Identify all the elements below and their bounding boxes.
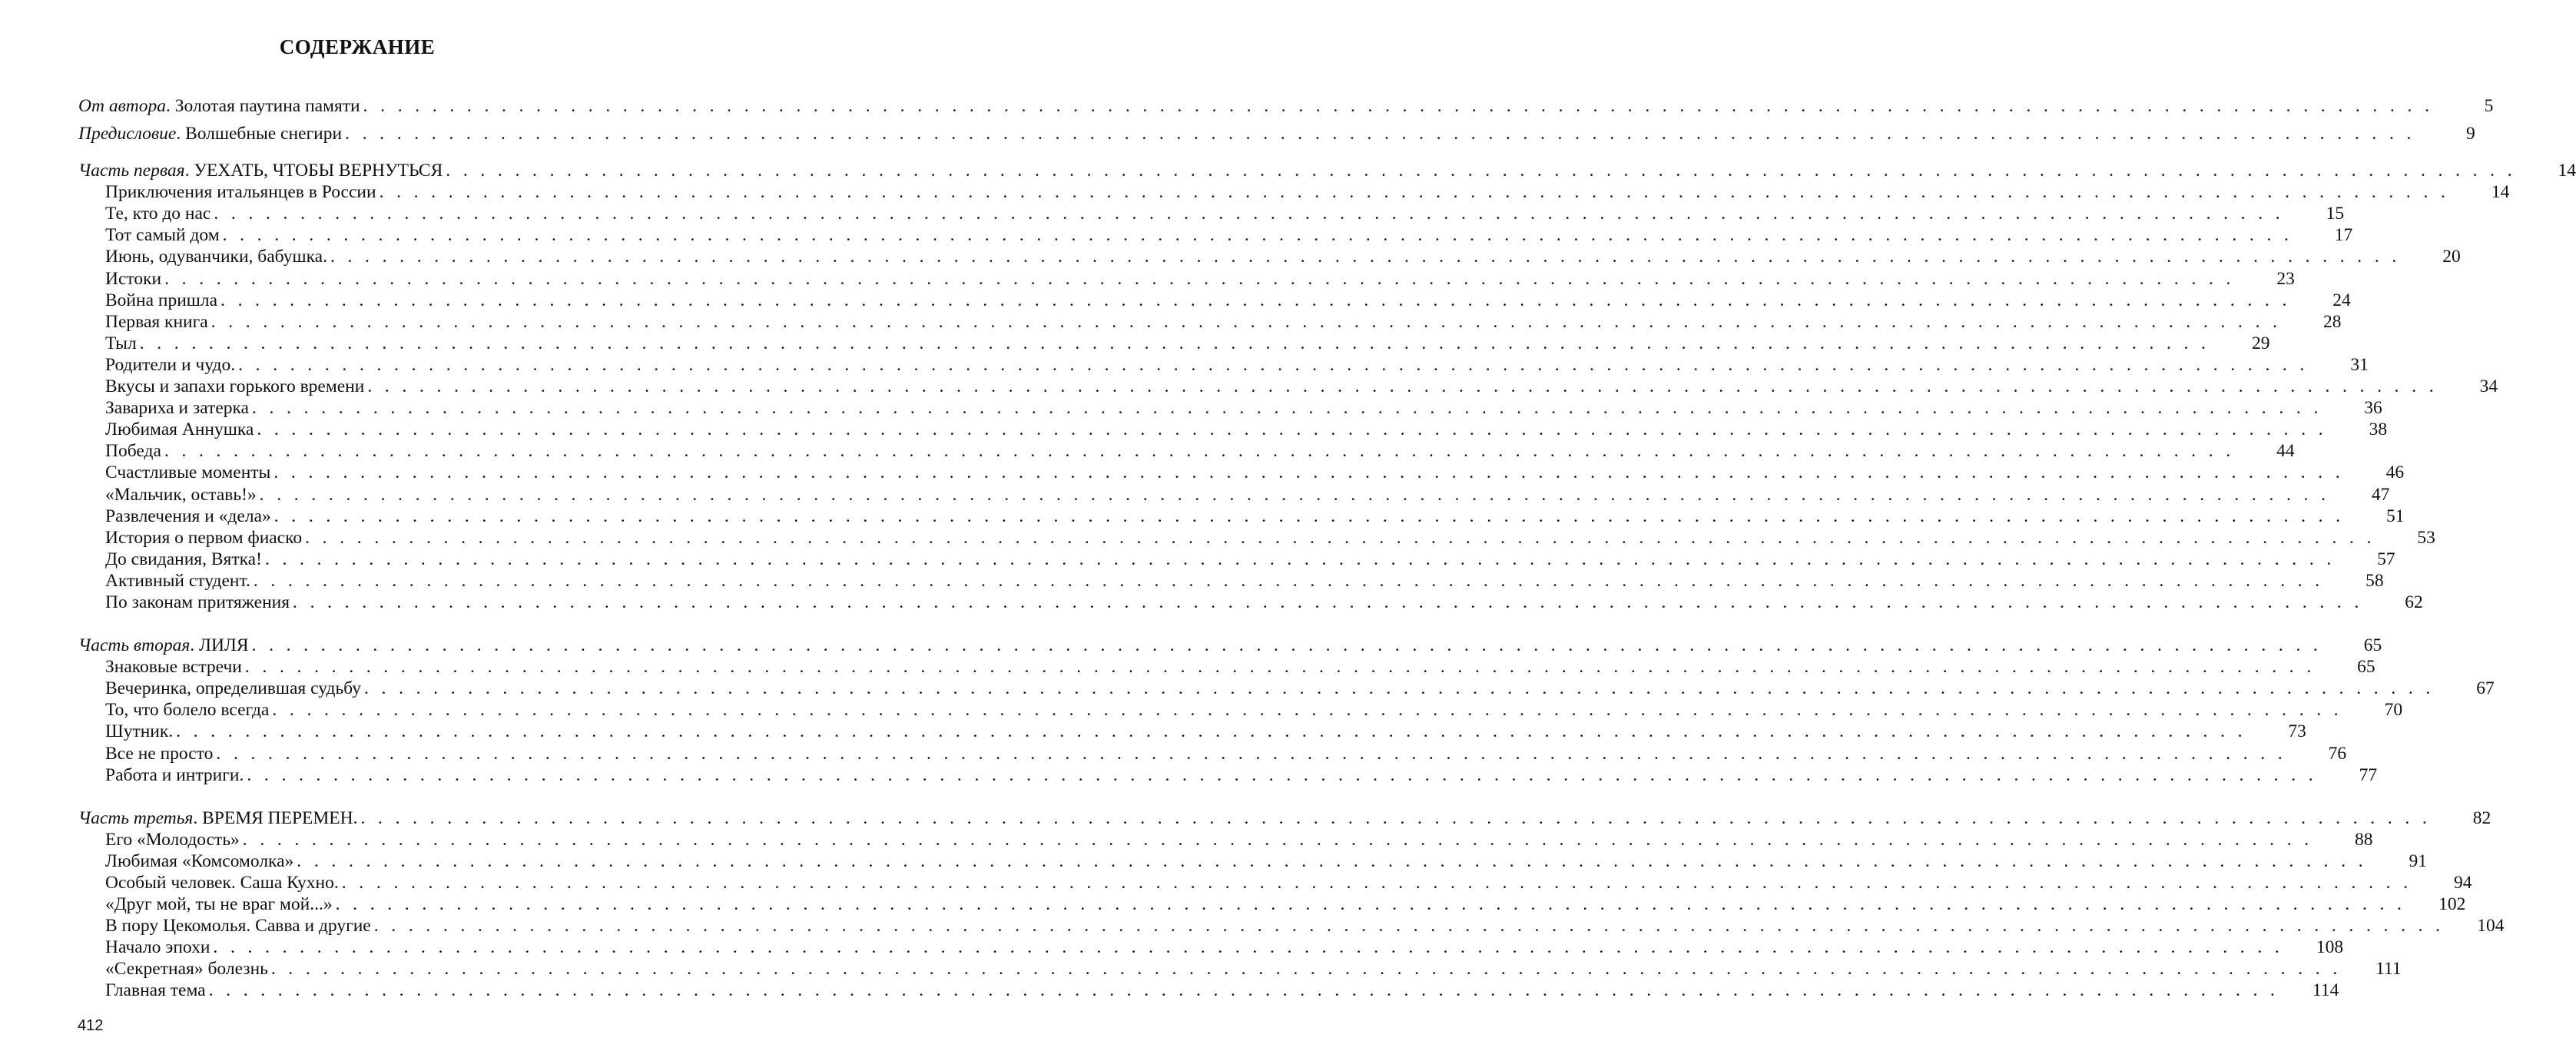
dot-leader: . . . . . . . . . . . . . . . . . . . . . . . . . . . . . . . . . . . . . . . . . . . . . . . . . . . . . . . . . . . . . . . . . . . . . . . . . . . . . . . . . . . . . . . . . . . . . . . . . . . . . . . . . . . . . . . . . . . . . . . . <box>264 549 2336 569</box>
dot-leader: . . . . . . . . . . . . . . . . . . . . . . . . . . . . . . . . . . . . . . . . . . . . . . . . . . . . . . . . . . . . . . . . . . . . . . . . . . . . . . . . . . . . . . . . . . . . . . . . . . . . . . . . . . . . . . . . . . . . . . . . <box>253 570 2324 591</box>
entry-text: До свидания, Вятка! <box>105 549 262 569</box>
chapter-entry <box>78 980 2339 1001</box>
chapter-entry <box>78 958 2402 980</box>
entry-title <box>105 181 376 203</box>
chapter-entry <box>78 699 2403 721</box>
entry-title <box>105 290 217 311</box>
dot-leader: . . . . . . . . . . . . . . . . . . . . . . . . . . . . . . . . . . . . . . . . . . . . . . . . . . . . . . . . . . . . . . . . . . . . . . . . . . . . . . . . . . . . . . . . . . . . . . . . . . . . . . . . . . . . . . . . . . . . . . . . <box>214 204 2285 224</box>
entry-page-number: 5 <box>2484 96 2494 116</box>
entry-page-number: 34 <box>2479 376 2498 397</box>
dot-leader: . . . . . . . . . . . . . . . . . . . . . . . . . . . . . . . . . . . . . . . . . . . . . . . . . . . . . . . . . . . . . . . . . . . . . . . . . . . . . . . . . . . . . . . . . . . . . . . . . . . . . . . . . . . . . . . . . . . . . . . . <box>257 419 2328 440</box>
entry-text: . Золотая паутина памяти <box>166 96 360 116</box>
chapter-entry <box>78 376 2498 397</box>
dot-leader: . . . . . . . . . . . . . . . . . . . . . . . . . . . . . . . . . . . . . . . . . . . . . . . . . . . . . . . . . . . . . . . . . . . . . . . . . . . . . . . . . . . . . . . . . . . . . . . . . . . . . . . . . . . . . . . . . . . . . . . . <box>379 182 2450 203</box>
entry-text: Война пришла <box>105 290 218 310</box>
entry-text: Главная тема <box>105 980 206 1001</box>
chapter-entry <box>78 850 2428 872</box>
entry-title <box>78 95 360 117</box>
dot-leader: . . . . . . . . . . . . . . . . . . . . . . . . . . . . . . . . . . . . . . . . . . . . . . . . . . . . . . . . . . . . . . . . . . . . . . . . . . . . . . . . . . . . . . . . . . . . . . . . . . . . . . . . . . . . . . . . . . . . . . . . <box>164 268 2235 289</box>
entry-title <box>105 937 210 958</box>
entry-text: . ВРЕМЯ ПЕРЕМЕН. <box>193 807 358 828</box>
entry-page-number: 111 <box>2375 959 2402 980</box>
entry-page-number: 76 <box>2328 743 2347 764</box>
entry-text: Завариха и затерка <box>105 398 249 419</box>
chapter-entry <box>78 397 2382 419</box>
dot-leader: . . . . . . . . . . . . . . . . . . . . . . . . . . . . . . . . . . . . . . . . . . . . . . . . . . . . . . . . . . . . . . . . . . . . . . . . . . . . . . . . . . . . . . . . . . . . . . . . . . . . . . . . . . . . . . . . . . . . . . . . <box>164 441 2235 462</box>
entry-title <box>105 224 220 246</box>
dot-leader: . . . . . . . . . . . . . . . . . . . . . . . . . . . . . . . . . . . . . . . . . . . . . . . . . . . . . . . . . . . . . . . . . . . . . . . . . . . . . . . . . . . . . . . . . . . . . . . . . . . . . . . . . . . . . . . . . . . . . . . . <box>274 463 2345 483</box>
part-heading <box>78 160 2576 181</box>
entry-title <box>105 721 173 742</box>
entry-text: Победа <box>105 441 161 462</box>
entry-text: Тот самый дом <box>105 225 220 246</box>
chapter-entry <box>78 721 2306 742</box>
entry-text: Первая книга <box>105 311 208 332</box>
entry-page-number: 65 <box>2357 657 2375 678</box>
entry-title <box>105 527 302 549</box>
entry-page-number: 67 <box>2476 678 2495 699</box>
entry-title <box>105 850 293 872</box>
chapter-entry <box>78 203 2345 224</box>
entry-text: Вечеринка, определившая судьбу <box>105 678 361 699</box>
dot-leader: . . . . . . . . . . . . . . . . . . . . . . . . . . . . . . . . . . . . . . . . . . . . . . . . . . . . . . . . . . . . . . . . . . . . . . . . . . . . . . . . . . . . . . . . . . . . . . . . . . . . . . . . . . . . . . . . . . . . . . . . <box>363 96 2434 116</box>
entry-page-number: 38 <box>2369 419 2388 440</box>
entry-text: Тыл <box>105 333 137 353</box>
dot-leader: . . . . . . . . . . . . . . . . . . . . . . . . . . . . . . . . . . . . . . . . . . . . . . . . . . . . . . . . . . . . . . . . . . . . . . . . . . . . . . . . . . . . . . . . . . . . . . . . . . . . . . . . . . . . . . . . . . . . . . . . <box>360 807 2432 828</box>
entry-prefix: От автора <box>78 96 166 116</box>
entry-page-number: 73 <box>2288 721 2306 742</box>
entry-text: . Волшебные снегири <box>176 124 343 144</box>
chapter-entry <box>78 829 2373 850</box>
dot-leader: . . . . . . . . . . . . . . . . . . . . . . . . . . . . . . . . . . . . . . . . . . . . . . . . . . . . . . . . . . . . . . . . . . . . . . . . . . . . . . . . . . . . . . . . . . . . . . . . . . . . . . . . . . . . . . . . . . . . . . . . <box>247 764 2318 785</box>
entry-title <box>105 268 161 290</box>
entry-title <box>105 829 240 850</box>
chapter-entry <box>78 549 2395 570</box>
chapter-entry <box>78 937 2344 958</box>
chapter-entry <box>78 181 2510 203</box>
entry-page-number: 20 <box>2442 247 2461 267</box>
entry-page-number: 104 <box>2477 916 2505 937</box>
entry-title <box>105 203 211 224</box>
entry-text: Истоки <box>105 268 162 289</box>
entry-text: Приключения итальянцев в России <box>105 182 376 203</box>
dot-leader: . . . . . . . . . . . . . . . . . . . . . . . . . . . . . . . . . . . . . . . . . . . . . . . . . . . . . . . . . . . . . . . . . . . . . . . . . . . . . . . . . . . . . . . . . . . . . . . . . . . . . . . . . . . . . . . . . . . . . . . . <box>176 721 2246 742</box>
dot-leader: . . . . . . . . . . . . . . . . . . . . . . . . . . . . . . . . . . . . . . . . . . . . . . . . . . . . . . . . . . . . . . . . . . . . . . . . . . . . . . . . . . . . . . . . . . . . . . . . . . . . . . . . . . . . . . . . . . . . . . . . <box>139 333 2210 353</box>
entry-page-number: 82 <box>2472 807 2491 828</box>
part-heading <box>78 635 2382 656</box>
entry-title <box>78 635 249 656</box>
dot-leader: . . . . . . . . . . . . . . . . . . . . . . . . . . . . . . . . . . . . . . . . . . . . . . . . . . . . . . . . . . . . . . . . . . . . . . . . . . . . . . . . . . . . . . . . . . . . . . . . . . . . . . . . . . . . . . . . . . . . . . . . <box>251 635 2322 656</box>
entry-text: Счастливые моменты <box>105 463 271 483</box>
entry-page-number: 88 <box>2355 829 2373 850</box>
part-heading <box>78 807 2491 829</box>
dot-leader: . . . . . . . . . . . . . . . . . . . . . . . . . . . . . . . . . . . . . . . . . . . . . . . . . . . . . . . . . . . . . . . . . . . . . . . . . . . . . . . . . . . . . . . . . . . . . . . . . . . . . . . . . . . . . . . . . . . . . . . . <box>270 959 2342 980</box>
entry-title <box>105 246 327 267</box>
dot-leader: . . . . . . . . . . . . . . . . . . . . . . . . . . . . . . . . . . . . . . . . . . . . . . . . . . . . . . . . . . . . . . . . . . . . . . . . . . . . . . . . . . . . . . . . . . . . . . . . . . . . . . . . . . . . . . . . . . . . . . . . <box>345 124 2415 144</box>
page-title: СОДЕРЖАНИЕ <box>279 35 436 58</box>
entry-page-number: 29 <box>2251 333 2270 353</box>
entry-title <box>105 484 257 506</box>
entry-page-number: 70 <box>2384 700 2403 721</box>
entry-prefix: Часть третья <box>78 807 194 828</box>
entry-page-number: 91 <box>2409 850 2428 871</box>
entry-prefix: Часть первая <box>78 161 185 181</box>
entry-page-number: 53 <box>2417 527 2435 548</box>
dot-leader: . . . . . . . . . . . . . . . . . . . . . . . . . . . . . . . . . . . . . . . . . . . . . . . . . . . . . . . . . . . . . . . . . . . . . . . . . . . . . . . . . . . . . . . . . . . . . . . . . . . . . . . . . . . . . . . . . . . . . . . . <box>259 484 2330 505</box>
entry-page-number: 77 <box>2359 764 2378 785</box>
entry-text: «Секретная» болезнь <box>105 959 268 980</box>
entry-text: По законам притяжения <box>105 592 290 612</box>
chapter-entry <box>78 290 2351 311</box>
entry-text: История о первом фиаско <box>105 527 303 548</box>
entry-page-number: 114 <box>2312 980 2339 1001</box>
dot-leader: . . . . . . . . . . . . . . . . . . . . . . . . . . . . . . . . . . . . . . . . . . . . . . . . . . . . . . . . . . . . . . . . . . . . . . . . . . . . . . . . . . . . . . . . . . . . . . . . . . . . . . . . . . . . . . . . . . . . . . . . <box>242 829 2313 850</box>
entry-text: То, что болело всегда <box>105 700 270 721</box>
entry-page-number: 57 <box>2377 549 2395 569</box>
front-matter-entry <box>78 117 2475 144</box>
dot-leader: . . . . . . . . . . . . . . . . . . . . . . . . . . . . . . . . . . . . . . . . . . . . . . . . . . . . . . . . . . . . . . . . . . . . . . . . . . . . . . . . . . . . . . . . . . . . . . . . . . . . . . . . . . . . . . . . . . . . . . . . <box>211 311 2282 332</box>
entry-title <box>105 980 206 1001</box>
entry-page-number: 46 <box>2385 463 2405 483</box>
entry-text: Те, кто до нас <box>105 204 211 224</box>
entry-page-number: 51 <box>2385 506 2405 526</box>
dot-leader: . . . . . . . . . . . . . . . . . . . . . . . . . . . . . . . . . . . . . . . . . . . . . . . . . . . . . . . . . . . . . . . . . . . . . . . . . . . . . . . . . . . . . . . . . . . . . . . . . . . . . . . . . . . . . . . . . . . . . . . . <box>363 678 2435 699</box>
chapter-entry <box>78 333 2270 354</box>
entry-page-number: 28 <box>2322 311 2342 332</box>
entry-page-number: 24 <box>2332 290 2351 310</box>
chapter-entry <box>78 483 2390 505</box>
entry-text: Июнь, одуванчики, бабушка. <box>105 247 327 267</box>
entry-prefix: Часть вторая <box>78 635 191 656</box>
chapter-entry <box>78 656 2375 678</box>
dot-leader: . . . . . . . . . . . . . . . . . . . . . . . . . . . . . . . . . . . . . . . . . . . . . . . . . . . . . . . . . . . . . . . . . . . . . . . . . . . . . . . . . . . . . . . . . . . . . . . . . . . . . . . . . . . . . . . . . . . . . . . . <box>238 354 2309 375</box>
dot-leader: . . . . . . . . . . . . . . . . . . . . . . . . . . . . . . . . . . . . . . . . . . . . . . . . . . . . . . . . . . . . . . . . . . . . . . . . . . . . . . . . . . . . . . . . . . . . . . . . . . . . . . . . . . . . . . . . . . . . . . . . <box>208 980 2279 1001</box>
chapter-entry <box>78 267 2295 289</box>
entry-page-number: 102 <box>2438 894 2466 915</box>
entry-title <box>105 376 364 397</box>
page-number: 412 <box>78 1017 104 1034</box>
chapter-entry <box>78 354 2369 376</box>
entry-text: . ЛИЛЯ <box>190 635 249 656</box>
entry-title <box>105 743 213 764</box>
entry-title <box>105 592 290 613</box>
chapter-entry <box>78 224 2353 246</box>
chapter-entry <box>78 592 2423 613</box>
entry-title <box>78 123 342 144</box>
entry-page-number: 14 <box>2558 161 2576 181</box>
entry-text: Работа и интриги. <box>105 764 244 785</box>
entry-page-number: 65 <box>2363 635 2382 656</box>
chapter-entry <box>78 462 2405 483</box>
entry-page-number: 14 <box>2491 182 2510 203</box>
chapter-entry <box>78 527 2435 549</box>
entry-text: Особый человек. Саша Кухно. <box>105 873 339 893</box>
entry-title <box>105 397 249 419</box>
entry-text: Активный студент. <box>105 570 250 591</box>
entry-page-number: 108 <box>2316 937 2344 958</box>
entry-title <box>105 354 235 376</box>
entry-text: Развлечения и «дела» <box>105 506 271 526</box>
dot-leader: . . . . . . . . . . . . . . . . . . . . . . . . . . . . . . . . . . . . . . . . . . . . . . . . . . . . . . . . . . . . . . . . . . . . . . . . . . . . . . . . . . . . . . . . . . . . . . . . . . . . . . . . . . . . . . . . . . . . . . . . <box>244 657 2316 678</box>
entry-text: Знаковые встречи <box>105 657 242 678</box>
entry-title <box>105 333 137 354</box>
entry-title <box>105 872 339 894</box>
entry-title <box>105 440 161 462</box>
entry-page-number: 9 <box>2466 124 2475 144</box>
dot-leader: . . . . . . . . . . . . . . . . . . . . . . . . . . . . . . . . . . . . . . . . . . . . . . . . . . . . . . . . . . . . . . . . . . . . . . . . . . . . . . . . . . . . . . . . . . . . . . . . . . . . . . . . . . . . . . . . . . . . . . . . <box>222 225 2293 246</box>
entry-title <box>105 656 242 678</box>
dot-leader: . . . . . . . . . . . . . . . . . . . . . . . . . . . . . . . . . . . . . . . . . . . . . . . . . . . . . . . . . . . . . . . . . . . . . . . . . . . . . . . . . . . . . . . . . . . . . . . . . . . . . . . . . . . . . . . . . . . . . . . . <box>330 247 2401 267</box>
chapter-entry <box>78 872 2472 894</box>
entry-title <box>78 160 443 181</box>
entry-page-number: 23 <box>2276 268 2295 289</box>
entry-title <box>105 915 371 937</box>
entry-title <box>105 894 333 915</box>
dot-leader: . . . . . . . . . . . . . . . . . . . . . . . . . . . . . . . . . . . . . . . . . . . . . . . . . . . . . . . . . . . . . . . . . . . . . . . . . . . . . . . . . . . . . . . . . . . . . . . . . . . . . . . . . . . . . . . . . . . . . . . . <box>293 592 2363 612</box>
entry-text: Начало эпохи <box>105 937 211 958</box>
entry-title <box>105 678 361 699</box>
dot-leader: . . . . . . . . . . . . . . . . . . . . . . . . . . . . . . . . . . . . . . . . . . . . . . . . . . . . . . . . . . . . . . . . . . . . . . . . . . . . . . . . . . . . . . . . . . . . . . . . . . . . . . . . . . . . . . . . . . . . . . . . <box>367 376 2438 397</box>
entry-title <box>105 958 268 980</box>
dot-leader: . . . . . . . . . . . . . . . . . . . . . . . . . . . . . . . . . . . . . . . . . . . . . . . . . . . . . . . . . . . . . . . . . . . . . . . . . . . . . . . . . . . . . . . . . . . . . . . . . . . . . . . . . . . . . . . . . . . . . . . . <box>446 161 2516 181</box>
chapter-entry <box>78 506 2405 527</box>
entry-text: Любимая Аннушка <box>105 419 254 440</box>
entry-title <box>105 549 262 570</box>
entry-page-number: 47 <box>2371 484 2390 505</box>
dot-leader: . . . . . . . . . . . . . . . . . . . . . . . . . . . . . . . . . . . . . . . . . . . . . . . . . . . . . . . . . . . . . . . . . . . . . . . . . . . . . . . . . . . . . . . . . . . . . . . . . . . . . . . . . . . . . . . . . . . . . . . . <box>305 527 2375 548</box>
entry-title <box>105 462 270 483</box>
dot-leader: . . . . . . . . . . . . . . . . . . . . . . . . . . . . . . . . . . . . . . . . . . . . . . . . . . . . . . . . . . . . . . . . . . . . . . . . . . . . . . . . . . . . . . . . . . . . . . . . . . . . . . . . . . . . . . . . . . . . . . . . <box>220 290 2291 310</box>
entry-title <box>105 419 254 440</box>
dot-leader: . . . . . . . . . . . . . . . . . . . . . . . . . . . . . . . . . . . . . . . . . . . . . . . . . . . . . . . . . . . . . . . . . . . . . . . . . . . . . . . . . . . . . . . . . . . . . . . . . . . . . . . . . . . . . . . . . . . . . . . . <box>252 398 2322 419</box>
chapter-entry <box>78 419 2388 440</box>
entry-title <box>105 311 208 333</box>
chapter-entry <box>78 678 2495 699</box>
entry-text: Все не просто <box>105 743 214 764</box>
chapter-entry <box>78 570 2384 592</box>
table-of-contents <box>78 89 2576 1001</box>
dot-leader: . . . . . . . . . . . . . . . . . . . . . . . . . . . . . . . . . . . . . . . . . . . . . . . . . . . . . . . . . . . . . . . . . . . . . . . . . . . . . . . . . . . . . . . . . . . . . . . . . . . . . . . . . . . . . . . . . . . . . . . . <box>272 700 2343 721</box>
chapter-entry <box>78 915 2505 937</box>
dot-leader: . . . . . . . . . . . . . . . . . . . . . . . . . . . . . . . . . . . . . . . . . . . . . . . . . . . . . . . . . . . . . . . . . . . . . . . . . . . . . . . . . . . . . . . . . . . . . . . . . . . . . . . . . . . . . . . . . . . . . . . . <box>216 743 2287 764</box>
entry-text: «Мальчик, оставь!» <box>105 484 257 505</box>
entry-text: «Друг мой, ты не враг мой...» <box>105 894 333 915</box>
entry-text: Шутник. <box>105 721 174 742</box>
entry-text: Любимая «Комсомолка» <box>105 850 294 871</box>
chapter-entry <box>78 440 2295 462</box>
chapter-entry <box>78 764 2378 786</box>
entry-page-number: 62 <box>2405 592 2423 612</box>
entry-text: . УЕХАТЬ, ЧТОБЫ ВЕРНУТЬСЯ <box>184 161 443 181</box>
entry-text: В пору Цекомолья. Савва и другие <box>105 916 371 937</box>
entry-prefix: Предисловие <box>78 124 177 144</box>
dot-leader: . . . . . . . . . . . . . . . . . . . . . . . . . . . . . . . . . . . . . . . . . . . . . . . . . . . . . . . . . . . . . . . . . . . . . . . . . . . . . . . . . . . . . . . . . . . . . . . . . . . . . . . . . . . . . . . . . . . . . . . . <box>297 850 2368 871</box>
entry-title <box>105 699 269 721</box>
entry-text: Его «Молодость» <box>105 829 240 850</box>
chapter-entry <box>78 246 2461 267</box>
front-matter-entry <box>78 89 2494 117</box>
chapter-entry <box>78 894 2466 915</box>
entry-page-number: 44 <box>2276 441 2295 462</box>
entry-page-number: 31 <box>2350 354 2369 375</box>
entry-title <box>105 764 244 786</box>
dot-leader: . . . . . . . . . . . . . . . . . . . . . . . . . . . . . . . . . . . . . . . . . . . . . . . . . . . . . . . . . . . . . . . . . . . . . . . . . . . . . . . . . . . . . . . . . . . . . . . . . . . . . . . . . . . . . . . . . . . . . . . . <box>335 894 2406 915</box>
dot-leader: . . . . . . . . . . . . . . . . . . . . . . . . . . . . . . . . . . . . . . . . . . . . . . . . . . . . . . . . . . . . . . . . . . . . . . . . . . . . . . . . . . . . . . . . . . . . . . . . . . . . . . . . . . . . . . . . . . . . . . . . <box>373 916 2445 937</box>
entry-page-number: 36 <box>2364 398 2382 419</box>
dot-leader: . . . . . . . . . . . . . . . . . . . . . . . . . . . . . . . . . . . . . . . . . . . . . . . . . . . . . . . . . . . . . . . . . . . . . . . . . . . . . . . . . . . . . . . . . . . . . . . . . . . . . . . . . . . . . . . . . . . . . . . . <box>274 506 2345 526</box>
entry-page-number: 58 <box>2365 570 2384 591</box>
entry-page-number: 15 <box>2326 204 2345 224</box>
dot-leader: . . . . . . . . . . . . . . . . . . . . . . . . . . . . . . . . . . . . . . . . . . . . . . . . . . . . . . . . . . . . . . . . . . . . . . . . . . . . . . . . . . . . . . . . . . . . . . . . . . . . . . . . . . . . . . . . . . . . . . . . <box>213 937 2284 958</box>
entry-title <box>105 506 271 527</box>
entry-page-number: 94 <box>2453 873 2472 893</box>
entry-title <box>105 570 250 592</box>
dot-leader: . . . . . . . . . . . . . . . . . . . . . . . . . . . . . . . . . . . . . . . . . . . . . . . . . . . . . . . . . . . . . . . . . . . . . . . . . . . . . . . . . . . . . . . . . . . . . . . . . . . . . . . . . . . . . . . . . . . . . . . . <box>341 873 2412 893</box>
entry-text: Вкусы и запахи горького времени <box>105 376 365 397</box>
entry-text: Родители и чудо. <box>105 354 236 375</box>
chapter-entry <box>78 742 2347 764</box>
chapter-entry <box>78 311 2342 333</box>
entry-title <box>78 807 357 829</box>
entry-page-number: 17 <box>2334 225 2353 246</box>
